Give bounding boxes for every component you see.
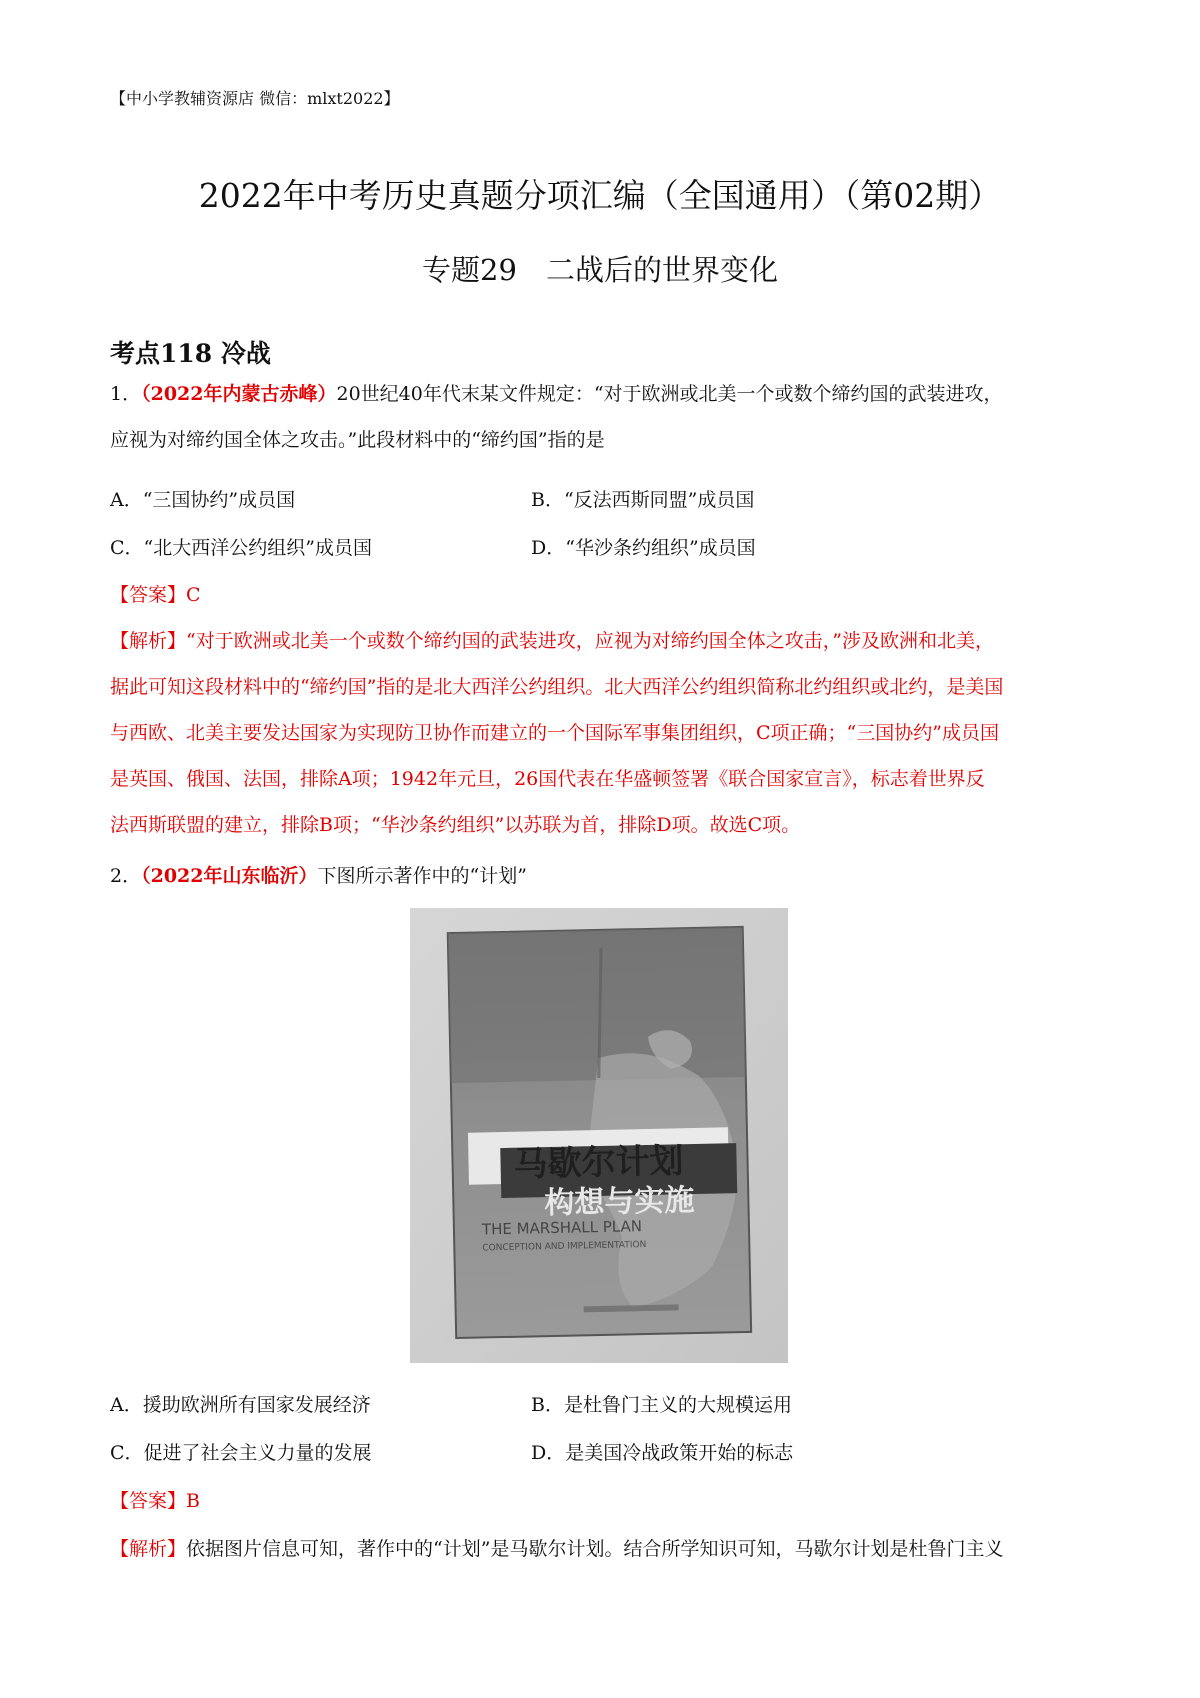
header-note: 【中小学教辅资源店 微信：mlxt2022】 (110, 89, 400, 108)
question-1-analysis-label: 【解析】 (110, 630, 187, 652)
question-2-analysis-line: 依据图片信息可知，著作中的“计划”是马歇尔计划。结合所学知识可知，马歇尔计划是杜鲁门主义 (186, 1538, 1004, 1560)
question-1-line-1: 20世纪40年代末某文件规定：“对于欧洲或北美一个或数个缔约国的武装进攻， (336, 383, 1003, 405)
question-1-analysis-line: 据此可知这段材料中的“缔约国”指的是北大西洋公约组织。北大西洋公约组织简称北约组织或北约，是美国 (110, 676, 1004, 698)
question-1-answer-value: C (186, 584, 201, 606)
document-title: 2022年中考历史真题分项汇编（全国通用）（第02期） (198, 176, 1002, 215)
book-cover-title: 马歇尔计划 (513, 1141, 684, 1185)
question-2-answer (110, 1486, 200, 1516)
question-2-option-c: C．促进了社会主义力量的发展 (110, 1442, 372, 1464)
question-1-answer (110, 580, 201, 610)
question-1-analysis (110, 618, 1100, 848)
section-title: 考点118 冷战 (110, 339, 271, 368)
question-2-answer-label: 【答案】 (110, 1490, 187, 1512)
question-1-analysis-line: 法西斯联盟的建立，排除B项；“华沙条约组织”以苏联为首，排除D项。故选C项。 (110, 814, 801, 836)
question-1-option-c: C．“北大西洋公约组织”成员国 (110, 537, 372, 559)
book-cover-photo (410, 908, 788, 1363)
question-1-analysis-line: 与西欧、北美主要发达国家为实现防卫协作而建立的一个国际军事集团组织，C项正确；“三国协约”成员国 (110, 722, 999, 744)
question-1-answer-label: 【答案】 (110, 584, 187, 606)
document-subtitle: 专题29 二战后的世界变化 (422, 253, 778, 287)
question-1-option-d: D．“华沙条约组织”成员国 (531, 537, 756, 559)
question-2-stem-text: 下图所示著作中的“计划” (317, 865, 527, 887)
question-2-analysis-label: 【解析】 (110, 1538, 187, 1560)
book-cover-english-title: THE MARSHALL PLAN (481, 1217, 643, 1239)
question-2-source: （2022年山东临沂） (141, 865, 318, 887)
question-2-answer-value: B (186, 1490, 200, 1512)
question-1-option-a: A．“三国协约”成员国 (110, 489, 296, 511)
book-cover-subtitle: 构想与实施 (544, 1183, 695, 1222)
question-1-source: （2022年内蒙古赤峰） (141, 383, 337, 405)
question-1-option-b: B．“反法西斯同盟”成员国 (531, 489, 755, 511)
question-2-analysis (110, 1534, 1100, 1564)
question-1-analysis-line: “对于欧洲或北美一个或数个缔约国的武装进攻，应视为对缔约国全体之攻击，”涉及欧洲和北美， (186, 630, 994, 652)
book-cover-english-subtitle: CONCEPTION AND IMPLEMENTATION (482, 1240, 647, 1254)
question-1-line-2: 应视为对缔约国全体之攻击。”此段材料中的“缔约国”指的是 (110, 429, 605, 451)
question-2-option-a: A．援助欧洲所有国家发展经济 (110, 1394, 371, 1416)
question-2-option-b: B．是杜鲁门主义的大规模运用 (531, 1394, 792, 1416)
question-2-option-d: D．是美国冷战政策开始的标志 (531, 1442, 794, 1464)
question-1-analysis-line: 是英国、俄国、法国，排除A项；1942年元旦，26国代表在华盛顿签署《联合国家宣言》，标志着世界反 (110, 768, 985, 790)
question-1-number: 1． (110, 383, 142, 405)
question-2-stem (110, 853, 1100, 899)
question-2-number: 2． (110, 865, 142, 887)
question-1-stem (110, 371, 1100, 463)
